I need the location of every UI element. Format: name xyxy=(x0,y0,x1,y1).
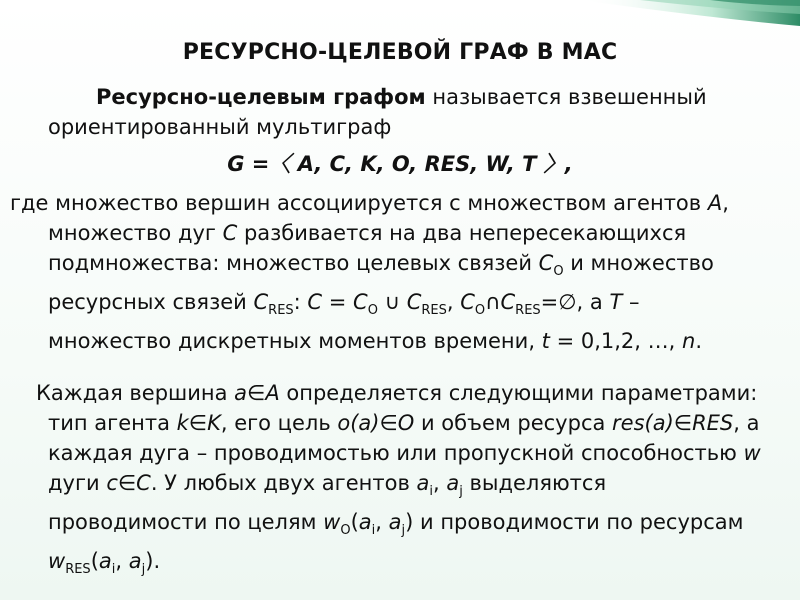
text-fragment: , множество дуг xyxy=(48,191,729,245)
text-fragment: i xyxy=(371,523,376,539)
text-fragment: , а каждая дуга – проводимостью или пропускной способностью xyxy=(48,411,760,465)
text-fragment: w xyxy=(323,510,341,535)
text-fragment: O xyxy=(340,523,351,539)
text-fragment: C xyxy=(500,290,516,315)
text-fragment: и множество ресурсных связей xyxy=(48,251,714,315)
text-fragment: w xyxy=(48,549,66,574)
text-fragment: o(a)∈O xyxy=(337,411,415,435)
text-fragment: j xyxy=(401,523,406,539)
text-fragment: k∈K xyxy=(176,411,221,435)
text-fragment: , xyxy=(446,290,461,315)
text-fragment: j xyxy=(141,562,146,578)
text-fragment: . xyxy=(695,329,702,354)
text-fragment: RES xyxy=(268,303,294,319)
graph-formula: G =〈 A, C, K, O, RES, W, T 〉, xyxy=(227,152,573,176)
text-fragment: a xyxy=(98,549,112,574)
definition-paragraph xyxy=(48,82,768,142)
text-fragment: a xyxy=(416,471,430,495)
text-fragment: ∩ xyxy=(485,290,501,315)
text-fragment: O xyxy=(553,264,564,280)
text-fragment: a xyxy=(128,549,142,574)
text-fragment: , xyxy=(375,510,389,535)
text-fragment: ( xyxy=(350,510,359,535)
text-fragment: = 0,1,2, …, xyxy=(549,329,682,354)
text-fragment: i xyxy=(429,484,433,500)
text-fragment: ) и проводимости по ресурсам xyxy=(405,510,744,535)
slide-title: РЕСУРСНО-ЦЕЛЕВОЙ ГРАФ В МАС xyxy=(182,40,618,65)
text-fragment: ). xyxy=(145,549,161,574)
text-fragment: C xyxy=(307,290,323,315)
text-fragment: Каждая вершина xyxy=(36,381,235,405)
text-fragment: C xyxy=(406,290,422,315)
text-fragment: w xyxy=(743,441,761,465)
text-fragment: t xyxy=(541,329,550,354)
text-fragment: C xyxy=(538,251,554,275)
text-fragment: дуги xyxy=(48,471,107,495)
text-fragment: и объем ресурса xyxy=(414,411,613,435)
text-fragment: RES xyxy=(421,303,447,319)
text-fragment: , его цель xyxy=(220,411,338,435)
text-fragment: C xyxy=(253,290,269,315)
text-fragment: c∈C xyxy=(106,471,151,495)
text-fragment: C xyxy=(353,290,368,315)
vertices-paragraph xyxy=(10,188,768,356)
text-fragment: a xyxy=(388,510,402,535)
text-fragment: i xyxy=(111,562,116,578)
parameters-paragraph xyxy=(36,378,768,586)
text-fragment: j xyxy=(459,484,463,500)
text-fragment: A xyxy=(707,191,723,215)
text-fragment: a xyxy=(446,471,460,495)
text-fragment: ∪ xyxy=(377,290,407,315)
text-fragment: , xyxy=(115,549,129,574)
text-fragment: ( xyxy=(90,549,99,574)
text-fragment: – множество дискретных моментов времени, xyxy=(48,290,640,354)
text-fragment: = xyxy=(322,290,354,315)
text-fragment: O xyxy=(474,303,486,319)
text-fragment: n xyxy=(682,329,696,354)
text-fragment: . У любых двух агентов xyxy=(150,471,417,495)
text-fragment: C xyxy=(222,221,238,245)
text-fragment: C xyxy=(460,290,475,315)
text-fragment: разбивается на два непересекающихся подмножества: множество целевых связей xyxy=(48,221,687,275)
text-fragment: T xyxy=(609,290,623,315)
text-fragment: где множество вершин ассоциируется с множеством агентов xyxy=(10,191,708,215)
text-fragment: a∈A xyxy=(234,381,280,405)
text-fragment: выделяются проводимости по целям xyxy=(48,471,607,535)
text-fragment: определяется следующими параметрами: тип агента xyxy=(48,381,758,435)
text-fragment: , xyxy=(433,471,447,495)
text-fragment: RES xyxy=(515,303,541,319)
text-fragment: O xyxy=(367,303,378,319)
text-fragment: RES xyxy=(65,562,91,578)
text-fragment: a xyxy=(358,510,372,535)
text-fragment: =∅, а xyxy=(540,290,610,315)
text-fragment: называется взвешенный ориентированный мультиграф xyxy=(48,85,707,139)
text-fragment: : xyxy=(293,290,308,315)
definition-term: Ресурсно-целевым графом xyxy=(96,85,426,109)
text-fragment: res(a)∈RES xyxy=(612,411,734,435)
